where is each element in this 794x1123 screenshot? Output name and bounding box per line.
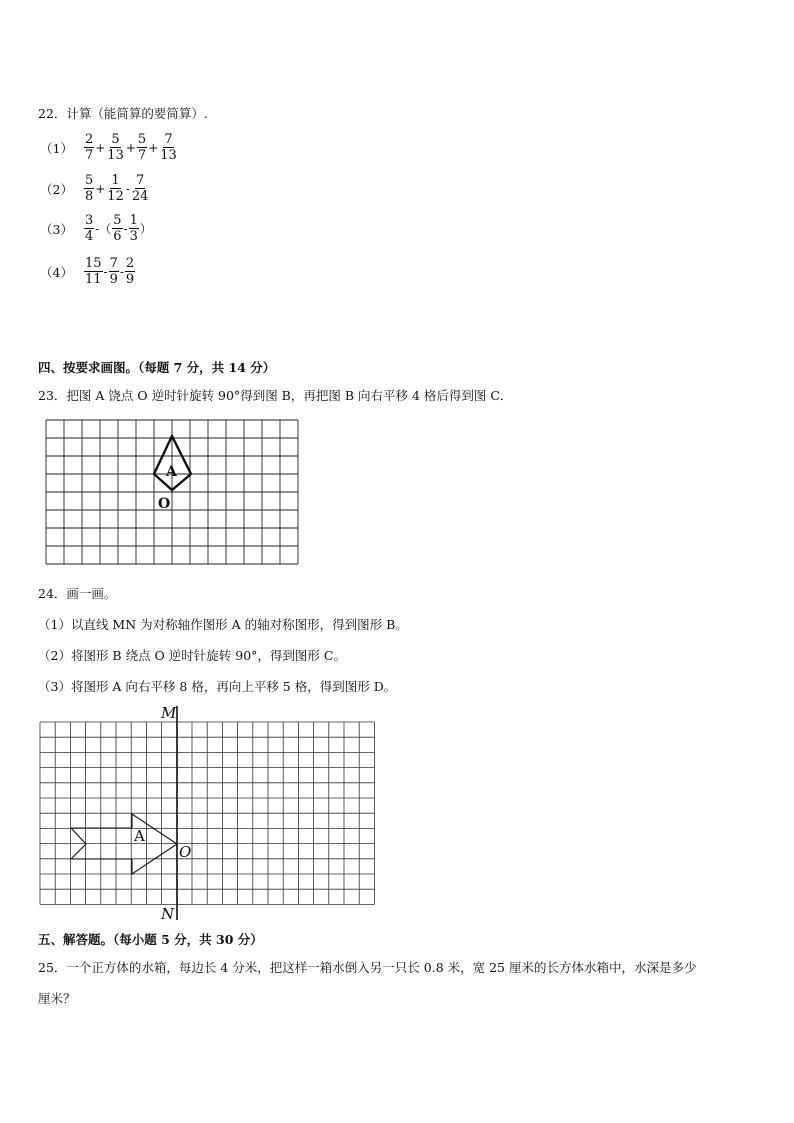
fraction: $\frac{7}{9}$ [109, 256, 118, 287]
point-o-label: O [158, 496, 171, 512]
q23-grid-figure [44, 418, 302, 568]
shape-label: A [134, 827, 145, 845]
operator: + [95, 140, 106, 155]
q22-item-2 [40, 173, 150, 204]
q22-title: 22．计算（能简算的要简算）. [38, 106, 208, 121]
operator: - [119, 264, 124, 279]
fraction: $\frac{7}{24}$ [131, 173, 149, 204]
fraction: $\frac{5}{7}$ [137, 132, 147, 163]
q24-item-2: （2）将图形 B 绕点 O 逆时针旋转 90°，得到图形 C。 [38, 648, 346, 663]
q25-line2: 厘米？ [38, 991, 76, 1006]
fraction: $\frac{5}{13}$ [107, 132, 124, 163]
fraction: $\frac{7}{13}$ [160, 132, 177, 163]
operator: - [123, 221, 128, 236]
operator: + [125, 140, 136, 155]
point-o-label: O [179, 843, 192, 861]
operator: - [125, 181, 130, 196]
section5-title: 五、解答题。（每小题 5 分，共 30 分） [38, 932, 263, 947]
item-label: （1） [40, 140, 73, 156]
fraction: $\frac{5}{8}$ [84, 173, 94, 204]
axis-m-label: M [161, 704, 177, 722]
item-label: （2） [40, 181, 73, 197]
q24-item-3: （3）将图形 A 向右平移 8 格，再向上平移 5 格，得到图形 D。 [38, 679, 397, 694]
operator: + [148, 140, 159, 155]
fraction: $\frac{2}{7}$ [84, 132, 94, 163]
fraction: $\frac{15}{11}$ [84, 256, 102, 287]
item-label: （4） [40, 264, 73, 280]
axis-n-label: N [161, 905, 175, 922]
operator: ） [139, 222, 152, 236]
fraction: $\frac{1}{12}$ [107, 173, 124, 204]
operator: - [103, 264, 108, 279]
fraction: $\frac{2}{9}$ [125, 256, 135, 287]
shape-a [154, 436, 191, 490]
operator: + [95, 181, 106, 196]
shape-label: A [166, 464, 177, 480]
fraction: $\frac{3}{4}$ [84, 213, 94, 244]
section4-title: 四、按要求画图。（每题 7 分，共 14 分） [38, 360, 276, 375]
q22-item-1 [40, 132, 179, 163]
item-label: （3） [40, 221, 73, 237]
q25-line1: 25．一个正方体的水箱，每边长 4 分米，把这样一箱水倒入另一只长 0.8 米，宽 25 厘米的长方体水箱中，水深是多少 [38, 960, 697, 975]
q24-grid-figure [36, 704, 381, 922]
fraction: $\frac{1}{3}$ [129, 213, 138, 244]
q22-item-3 [40, 213, 152, 244]
q24-title: 24．画一画。 [38, 586, 117, 601]
q23-text: 23．把图 A 饶点 O 逆时针旋转 90°得到图 B，再把图 B 向右平移 4 格后得到图 C． [38, 388, 513, 403]
q24-item-1: （1）以直线 MN 为对称轴作图形 A 的轴对称图形，得到图形 B。 [38, 617, 408, 632]
fraction: $\frac{5}{6}$ [113, 213, 122, 244]
operator: -（ [95, 222, 112, 236]
q22-item-4 [40, 256, 136, 287]
